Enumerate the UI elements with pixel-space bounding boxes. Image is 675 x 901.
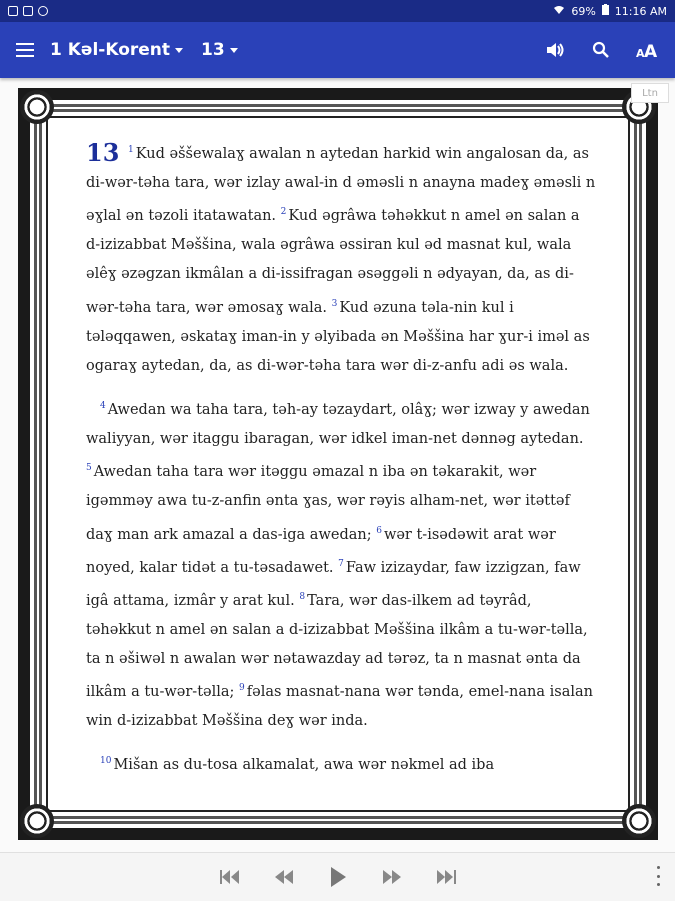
verse-text: Tara, wər das-ilkem ad təyrâd, təhəkkut n amel ən salan a d-izizabbat Məššina ilkâm a tu-wər-təlla, ta n əšiwəl n awalan wər nətawazday ad tərəz, ta n masnat ənta da ilkâm a tu-wər-təlla; — [86, 592, 588, 700]
battery-percent: 69% — [571, 4, 596, 18]
flipboard-notification-icon — [23, 6, 33, 16]
chapter-number: 13 — [201, 40, 225, 60]
paragraph — [86, 136, 596, 381]
skip-next-icon[interactable] — [433, 864, 459, 890]
corner-ornament-icon — [20, 90, 54, 124]
clock: 11:16 AM — [614, 4, 667, 18]
search-icon[interactable] — [589, 38, 613, 62]
more-options-icon[interactable] — [655, 866, 661, 886]
audio-player-bar — [0, 852, 675, 901]
chevron-down-icon — [230, 48, 238, 53]
svg-text:A: A — [636, 47, 645, 59]
chapter-heading-number: 13 — [86, 137, 120, 167]
rewind-icon[interactable] — [271, 864, 297, 890]
verse-number[interactable]: 2 — [280, 207, 287, 218]
verse-number[interactable]: 7 — [338, 558, 344, 569]
sync-notification-icon — [38, 6, 48, 16]
verse-number[interactable]: 5 — [86, 463, 92, 474]
wifi-icon — [553, 5, 565, 18]
verse-text: Awedan taha tara wər itəggu əmazal n iba ən təkarakit, wər igəmməy awa tu-z-anfin ənta ɣas, wər rəyis alham-net, wər itəttəf daɣ man ark amazal a das-iga awedan; — [86, 464, 570, 543]
menu-icon[interactable] — [14, 39, 36, 61]
paragraph — [86, 747, 596, 780]
battery-icon — [602, 4, 609, 18]
verse-number[interactable]: 8 — [299, 591, 306, 602]
verse-text: Faw izizaydar, faw izzigzan, faw igâ attama, izmâr y arat kul. — [86, 559, 581, 609]
corner-ornament-icon — [20, 804, 54, 838]
chapter-selector[interactable] — [201, 40, 238, 60]
book-selector[interactable] — [50, 40, 183, 60]
paragraph — [86, 392, 596, 736]
app-bar — [0, 22, 675, 78]
verse-number[interactable]: 6 — [376, 525, 382, 536]
verse-number[interactable]: 10 — [100, 756, 112, 767]
latin-script-toggle[interactable]: Ltn — [631, 83, 669, 103]
verse-text: fəlas masnat-nana wər tənda, emel-nana isalan win d-izizabbat Məššina deɣ wər inda. — [86, 683, 593, 730]
verse-number[interactable]: 4 — [100, 401, 106, 412]
chevron-down-icon — [175, 48, 183, 53]
verse-text: Mišan as du-tosa alkamalat, awa wər nəkmel ad iba — [113, 757, 495, 774]
verse-text: Kud əzuna təla-nin kul i tələqqawen, əskataɣ iman-in y əlyibada ən Məššina har ɣur-i iməl as ogaraɣ aytedan, da, as di-wər-təha tara wər di-z-anfu adi əs wala. — [86, 299, 590, 374]
verse-text: Kud əgrâwa təhəkkut n amel ən salan a d-izizabbat Məššina, wala əgrâwa əssiran kul əd masnat kul, wala əlêɣ əzəgzan ikmâlan a di-issifragan əsəggəli n ədyayan, da, as di-wər-təha tara, wər əmosaɣ wala. — [86, 208, 580, 316]
image-notification-icon — [8, 6, 18, 16]
skip-previous-icon[interactable] — [217, 864, 243, 890]
svg-text:A: A — [644, 42, 658, 59]
status-bar — [0, 0, 675, 22]
verse-text: Awedan wa taha tara, təh-ay təzaydart, olâɣ; wər izway y awedan waliyyan, wər itaggu ibaragan, wər idkel iman-net dənnəg aytedan. — [86, 401, 590, 448]
chapter-text — [86, 136, 596, 791]
corner-ornament-icon — [622, 804, 656, 838]
verse-number[interactable]: 3 — [331, 298, 338, 309]
verse-number[interactable]: 1 — [128, 145, 134, 155]
fast-forward-icon[interactable] — [379, 864, 405, 890]
verse-text: Kud əššewalaɣ awalan n aytedan harkid win angalosan da, as di-wər-təha tara, wər izlay awal-in d əməsli n anayna madeɣ əməsli n əɣlal ən təzoli itatawatan. — [86, 145, 596, 225]
play-icon[interactable] — [325, 864, 351, 890]
verse-text: wər t-isədəwit arat wər noyed, kalar tidət a tu-təsadawet. — [86, 526, 556, 576]
book-title: 1 Kəl-Korent — [50, 40, 171, 60]
verse-number[interactable]: 9 — [239, 683, 245, 694]
text-size-icon[interactable] — [635, 38, 659, 62]
audio-icon[interactable] — [543, 38, 567, 62]
